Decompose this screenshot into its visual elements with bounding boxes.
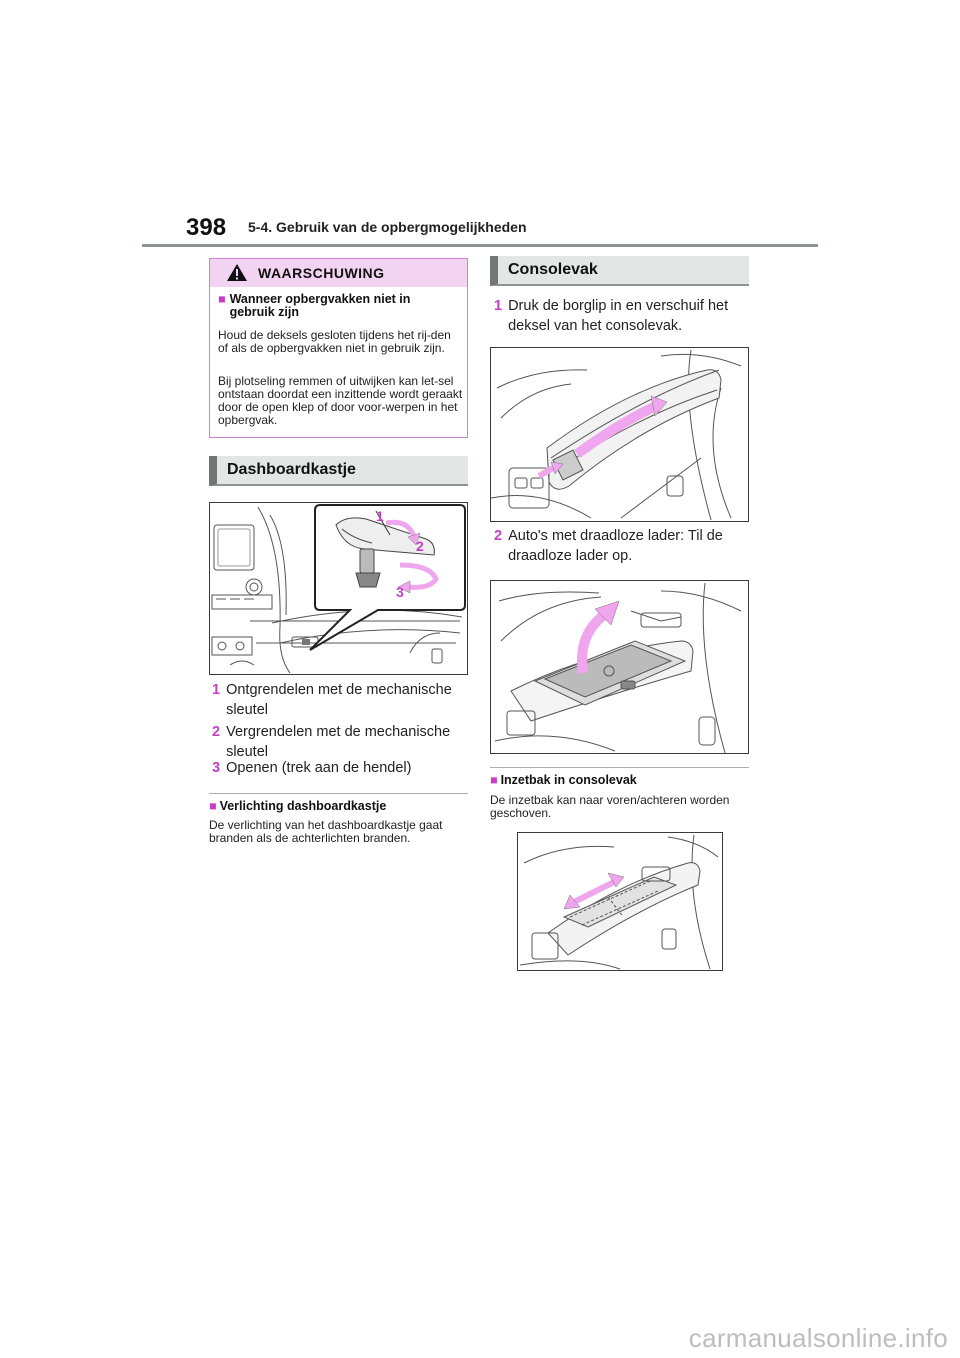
warning-paragraph: Bij plotseling remmen of uitwijken kan let-sel ontstaan doordat een inzittende wordt geraakt door de open klep of door voor-werpen in het opbergvak.: [218, 374, 463, 427]
figure-callout: 3: [396, 584, 404, 600]
page-number: 398: [186, 214, 227, 241]
warning-box: [209, 258, 468, 438]
figure-callout: 1: [376, 508, 384, 524]
warning-header: [210, 259, 467, 287]
insert-tray-figure: [517, 832, 723, 971]
header-rule: [142, 244, 818, 247]
console-step: 2 Auto's met draadloze lader: Til de draadloze lader op.: [494, 528, 723, 564]
square-bullet-icon: ■: [490, 773, 498, 787]
insert-tray-illustration: [518, 833, 722, 970]
section-bar-dashboard: [209, 456, 468, 486]
warning-title: WAARSCHUWING: [258, 265, 385, 281]
note-text: De inzetbak kan naar voren/achteren worden geschoven.: [490, 793, 730, 820]
divider: [209, 793, 468, 794]
console-step: 1 Druk de borglip in en verschuif het deksel van het consolevak.: [494, 298, 729, 334]
divider: [490, 767, 749, 768]
note-heading: ■ Inzetbak in consolevak: [490, 773, 637, 787]
figure-callout: 2: [416, 538, 424, 554]
glovebox-illustration: [210, 503, 467, 674]
warning-paragraph: Houd de deksels gesloten tijdens het rij-den of als de opbergvakken niet in gebruik zijn.: [218, 328, 451, 355]
dashboard-step: 1 Ontgrendelen met de mechanische sleutel: [212, 682, 452, 718]
square-bullet-icon: ■: [209, 799, 217, 813]
dashboard-step: 3 Openen (trek aan de hendel): [212, 760, 412, 776]
section-bar-console: [490, 256, 749, 286]
watermark: carmanualsonline.info: [688, 1323, 948, 1353]
warning-triangle-icon: [226, 263, 248, 282]
note-heading: ■ Verlichting dashboardkastje: [209, 799, 387, 813]
glovebox-figure: [209, 502, 468, 675]
console-lid-figure: [490, 347, 749, 522]
section-bar-title: Dashboardkastje: [227, 461, 356, 478]
square-bullet-icon: ■: [218, 292, 226, 306]
warning-subheading: ■ Wanneer opbergvakken niet in gebruik zijn: [218, 292, 411, 319]
section-bar-title: Consolevak: [508, 261, 598, 278]
dashboard-step: 2 Vergrendelen met de mechanische sleutel: [212, 724, 451, 760]
wireless-charger-figure: [490, 580, 749, 754]
section-title: 5-4. Gebruik van de opbergmogelijkheden: [248, 219, 527, 235]
wireless-charger-illustration: [491, 581, 748, 753]
note-text: De verlichting van het dashboardkastje gaat branden als de achterlichten branden.: [209, 818, 443, 845]
console-lid-illustration: [491, 348, 748, 521]
